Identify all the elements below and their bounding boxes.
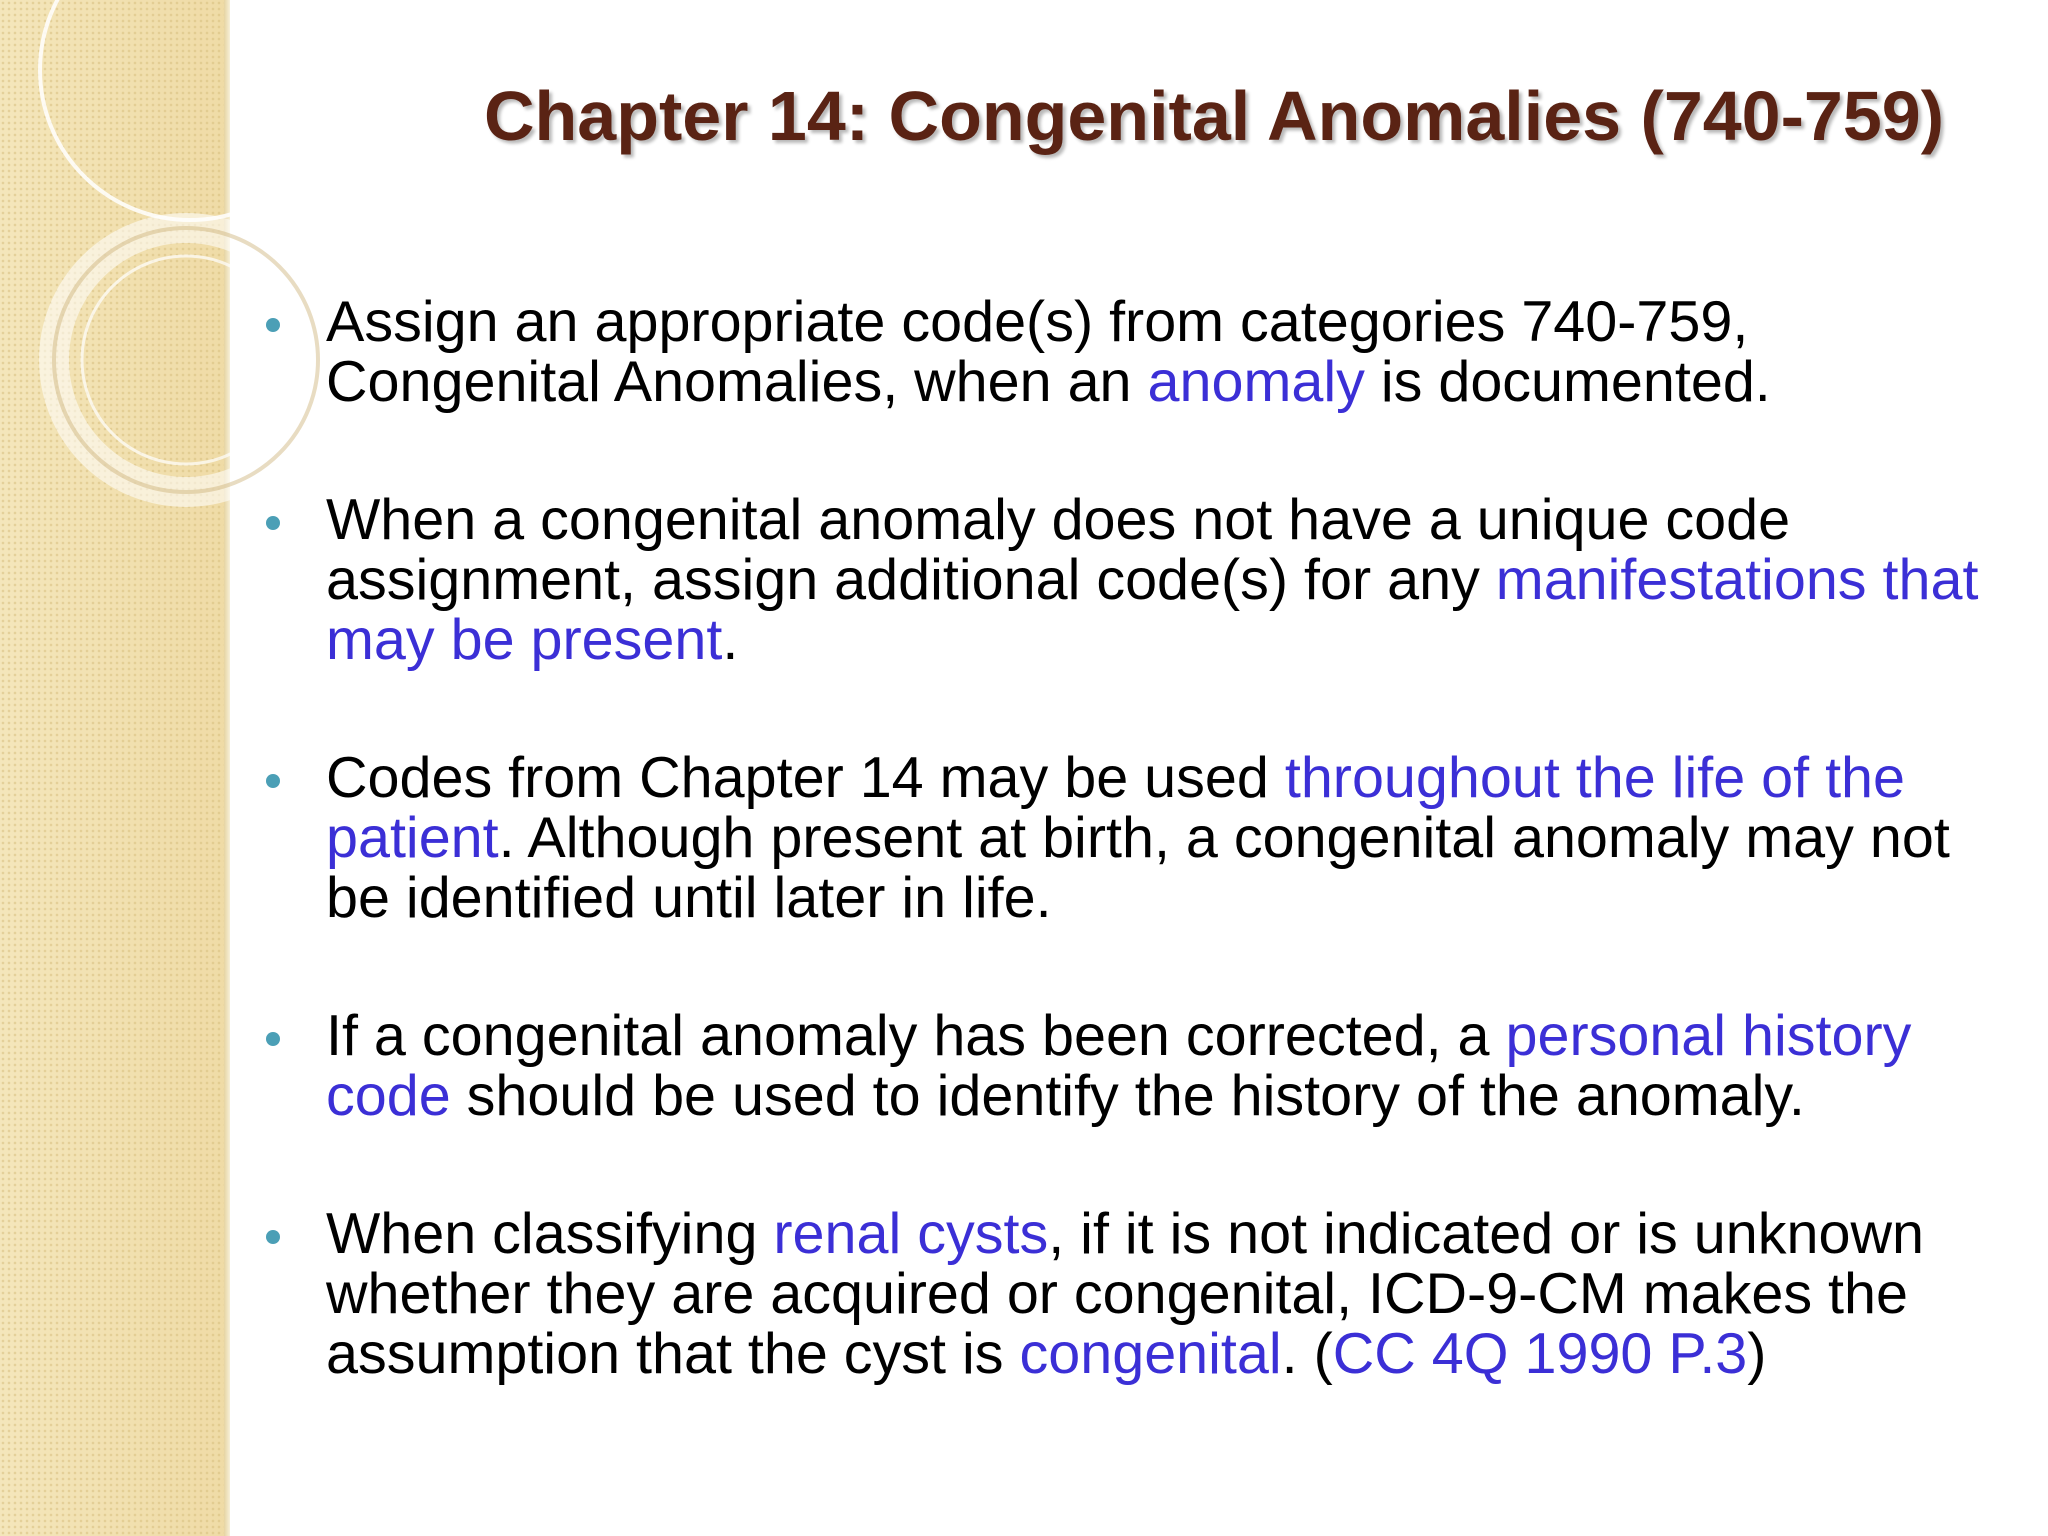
bullet-text: .	[722, 608, 739, 672]
bullet-item	[264, 490, 2024, 670]
bullet-text: . Although present at birth, a congenital anomaly may not be identified until later in life.	[326, 806, 1950, 930]
side-band-edge	[224, 0, 230, 1536]
bullet-text: )	[1747, 1322, 1767, 1386]
bullet-item	[264, 1006, 2024, 1126]
bullet-item	[264, 1204, 2024, 1384]
bullet-dot-icon	[266, 318, 280, 332]
bullet-text: is documented.	[1364, 350, 1771, 414]
bullet-text: When a congenital anomaly does not have a unique code assignment, assign additional code(s) for any	[326, 488, 1791, 612]
bullet-text: Assign an appropriate code(s) from categories 740-759, Congenital Anomalies, when an	[326, 290, 1749, 414]
bullet-text: . (	[1281, 1322, 1333, 1386]
bullet-text: , if it is not indicated or is unknown whether they are acquired or congenital, ICD-9-CM makes the assumption that the cyst is	[326, 1202, 1924, 1386]
highlighted-term: manifestations that may be present	[326, 548, 1979, 672]
bullet-list	[264, 292, 2024, 1462]
highlighted-term: throughout the life of the patient	[326, 746, 1906, 870]
highlighted-term: personal history code	[326, 1004, 1912, 1128]
bullet-dot-icon	[266, 1230, 280, 1244]
bullet-dot-icon	[266, 516, 280, 530]
highlighted-term: congenital	[1019, 1322, 1282, 1386]
decorative-side-band	[0, 0, 228, 1536]
bullet-dot-icon	[266, 774, 280, 788]
bullet-item	[264, 748, 2024, 928]
bullet-text: should be used to identify the history of the anomaly.	[450, 1064, 1805, 1128]
bullet-text: Codes from Chapter 14 may be used	[326, 746, 1285, 810]
highlighted-term: CC 4Q 1990 P.3	[1332, 1322, 1748, 1386]
bullet-text: If a congenital anomaly has been corrected, a	[326, 1004, 1506, 1068]
slide-title: Chapter 14: Congenital Anomalies (740-759)	[484, 77, 1945, 155]
bullet-dot-icon	[266, 1032, 280, 1046]
highlighted-term: renal cysts	[773, 1202, 1049, 1266]
bullet-text: When classifying	[326, 1202, 774, 1266]
bullet-item	[264, 292, 2024, 412]
highlighted-term: anomaly	[1147, 350, 1365, 414]
